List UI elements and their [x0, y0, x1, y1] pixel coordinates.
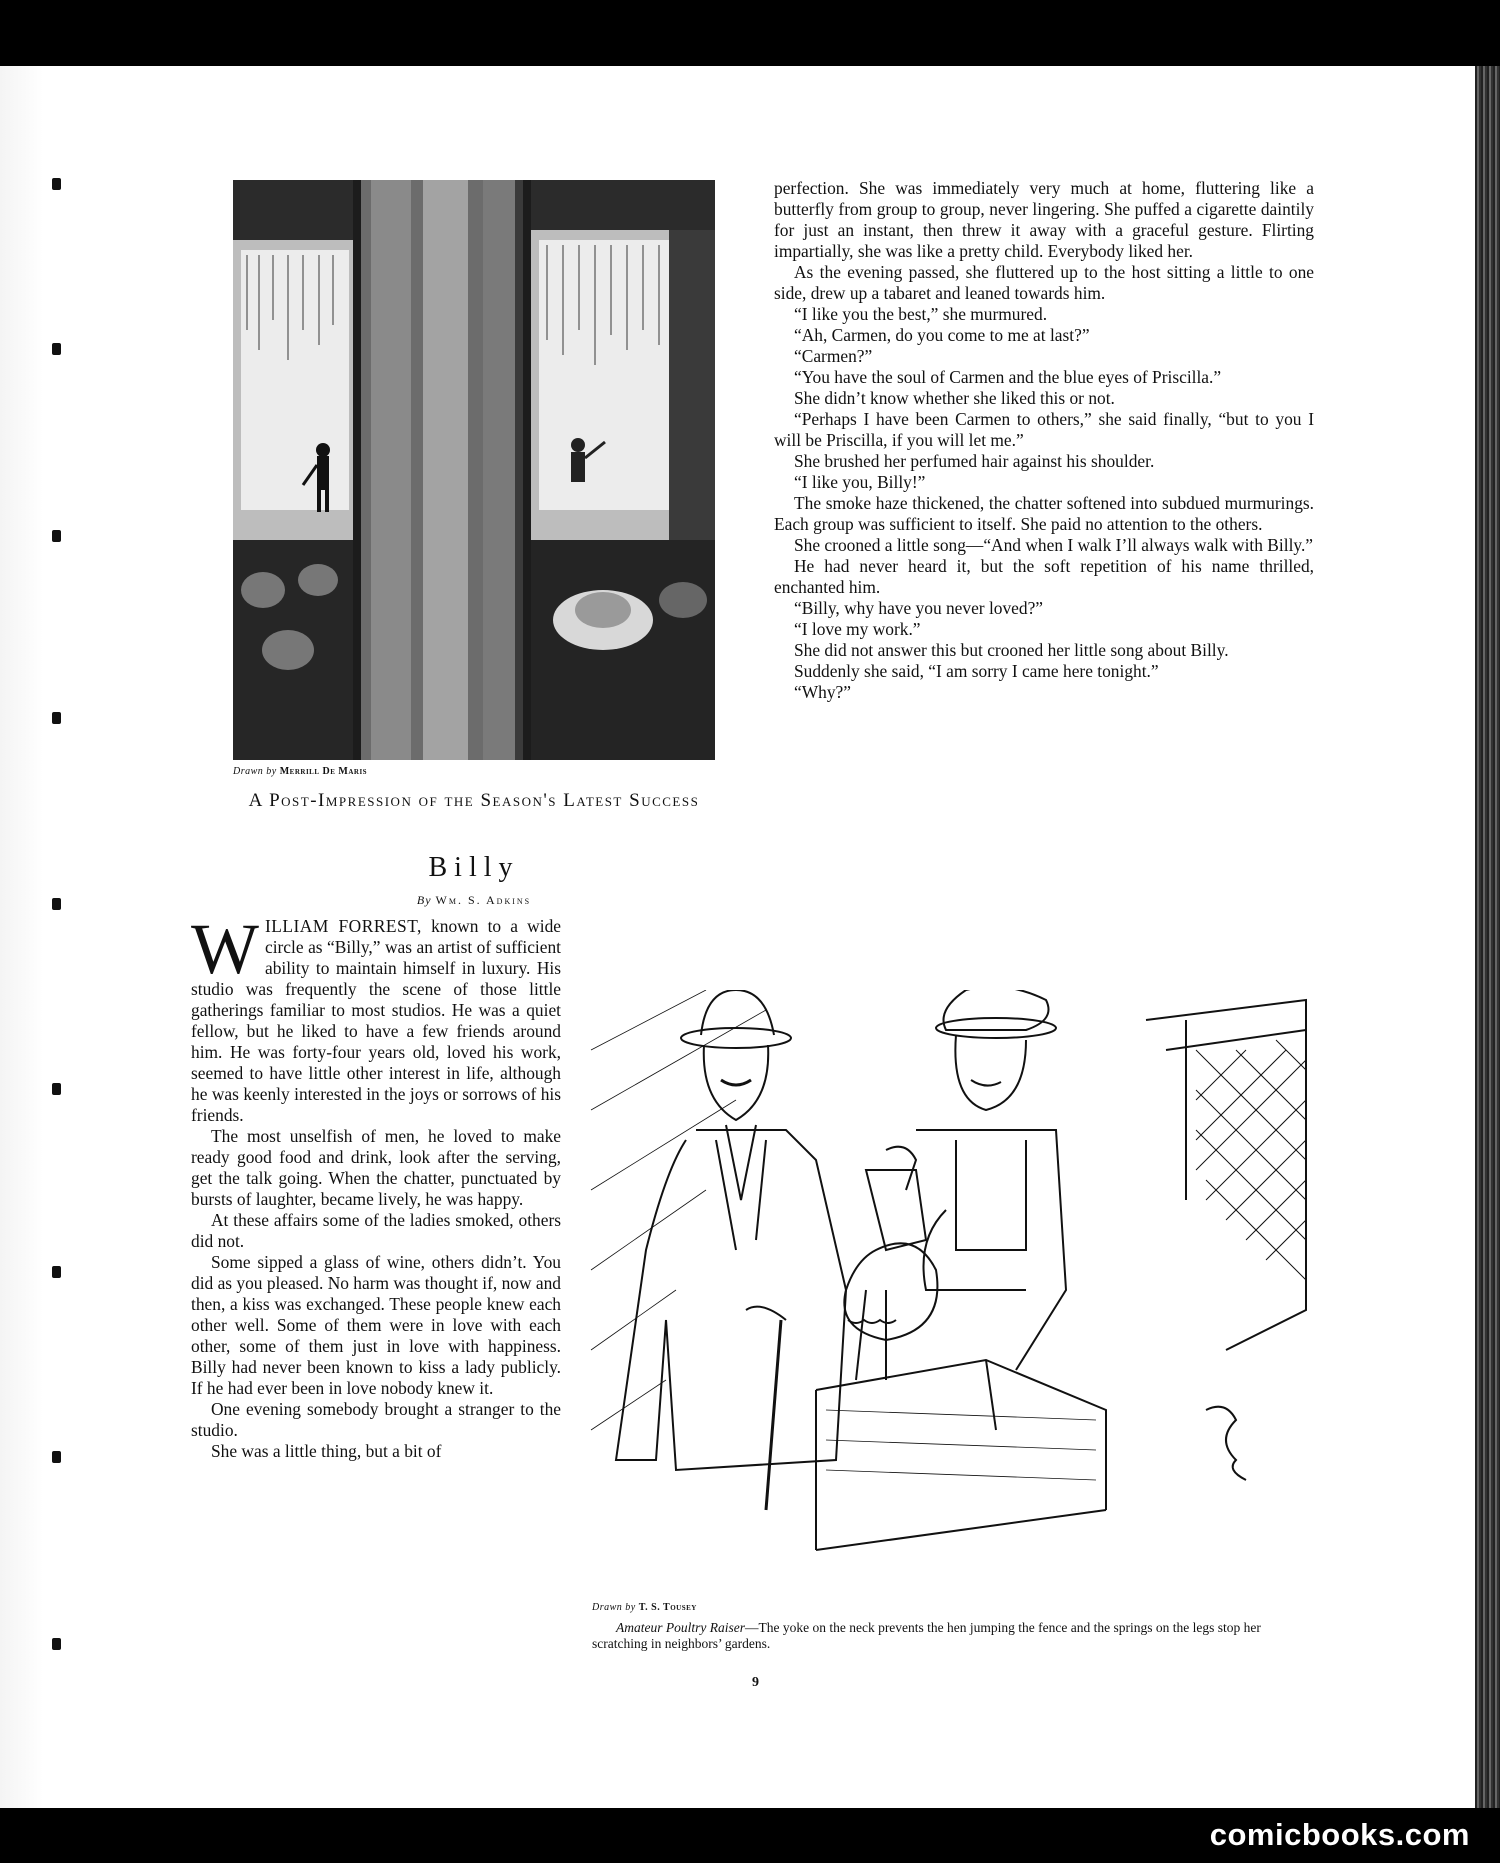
page-binding	[0, 66, 62, 1808]
paragraph: One evening somebody brought a stranger to the studio.	[191, 1399, 561, 1440]
binding-mark	[52, 1083, 61, 1095]
paragraph: “I like you, Billy!”	[794, 472, 926, 492]
text-column-right	[774, 178, 1314, 703]
paragraph: She brushed her perfumed hair against his shoulder.	[794, 451, 1155, 471]
top-illustration-credit: Drawn by Merrill De Maris	[233, 766, 368, 777]
binding-mark	[52, 343, 61, 355]
paragraph: “Perhaps I have been Carmen to others,” she said finally, “but to you I will be Priscilla, if you will let me.”	[774, 409, 1314, 450]
paragraph: At these affairs some of the ladies smoked, others did not.	[191, 1210, 561, 1251]
paragraph: As the evening passed, she fluttered up to the host sitting a little to one side, drew up a tabaret and leaned towards him.	[774, 262, 1314, 303]
paragraph: “I like you the best,” she murmured.	[794, 304, 1048, 324]
paragraph: “Why?”	[794, 682, 851, 702]
binding-mark	[52, 530, 61, 542]
page-number: 9	[752, 1675, 759, 1690]
binding-mark	[52, 1638, 61, 1650]
paragraph: The most unselfish of men, he loved to make ready good food and drink, look after the serving, get the talk going. When the chatter, punctuated by bursts of laughter, became lively, he was happy.	[191, 1126, 561, 1209]
paragraph: “Ah, Carmen, do you come to me at last?”	[794, 325, 1090, 345]
binding-mark	[52, 1451, 61, 1463]
paragraph: perfection. She was immediately very much at home, fluttering like a butterfly from group to group, never lingering. She puffed a cigarette daintily for just an instant, then threw it away with a graceful gesture. Flirting impartially, she was like a pretty child. Everybody liked her.	[774, 178, 1314, 261]
paragraph: “Billy, why have you never loved?”	[794, 598, 1044, 618]
text-column-left	[191, 909, 561, 1462]
binding-mark	[52, 1266, 61, 1278]
binding-mark	[52, 898, 61, 910]
paragraph: He had never heard it, but the soft repetition of his name thrilled, enchanted him.	[774, 556, 1314, 597]
paragraph: “You have the soul of Carmen and the blue eyes of Priscilla.”	[794, 367, 1222, 387]
story-byline: By Wm. S. Adkins	[416, 893, 532, 907]
binding-mark	[52, 712, 61, 724]
paragraph: The smoke haze thickened, the chatter softened into subdued murmurings. Each group was sufficient to itself. She paid no attention to the others.	[774, 493, 1314, 534]
bottom-illustration-caption: Amateur Poultry Raiser—The yoke on the neck prevents the hen jumping the fence and the springs on the legs stop her scratching in neighbors’ gardens.	[592, 1620, 1261, 1651]
page-edge	[1475, 66, 1500, 1808]
binding-mark	[52, 178, 61, 190]
paragraph: Some sipped a glass of wine, others didn’t. You did as you pleased. No harm was thought if, now and then, a kiss was exchanged. These people knew each other well. Some of them were in love with each other, some of them just in love with happiness. Billy had never been known to kiss a lady publicly. If he had ever been in love nobody knew it.	[191, 1252, 561, 1398]
lead-small-caps: ILLIAM FORREST,	[264, 916, 422, 936]
lead-text: known to a wide circle as “Billy,” was an artist of sufficient ability to maintain himself in luxury. His studio was frequently the scene of those little gatherings familiar to most studios. He was a quiet fellow, but he liked to have a few friends around him. He was forty-four years old, loved his work, seemed to have little other interest in life, although he was keenly interested in the joys or sorrows of his friends.	[191, 916, 561, 1125]
paragraph: Suddenly she said, “I am sorry I came here tonight.”	[794, 661, 1159, 681]
paragraph: She was a little thing, but a bit of	[211, 1441, 442, 1461]
story-title: Billy	[428, 852, 520, 883]
top-illustration-caption: A Post-Impression of the Season's Latest Success	[248, 790, 700, 811]
theatre-illustration	[233, 180, 715, 760]
paragraph: She didn’t know whether she liked this or not.	[794, 388, 1115, 408]
watermark-logo: comicbooks.com	[1209, 1817, 1470, 1852]
lead-paragraph	[191, 909, 561, 1126]
poultry-cartoon-illustration	[586, 990, 1316, 1590]
bottom-illustration-credit: Drawn by T. S. Tousey	[592, 1602, 697, 1613]
drop-cap: W	[191, 909, 259, 989]
paragraph: She crooned a little song—“And when I walk I’ll always walk with Billy.”	[794, 535, 1314, 555]
paragraph: “Carmen?”	[794, 346, 873, 366]
paragraph: She did not answer this but crooned her little song about Billy.	[794, 640, 1229, 660]
paragraph: “I love my work.”	[794, 619, 921, 639]
